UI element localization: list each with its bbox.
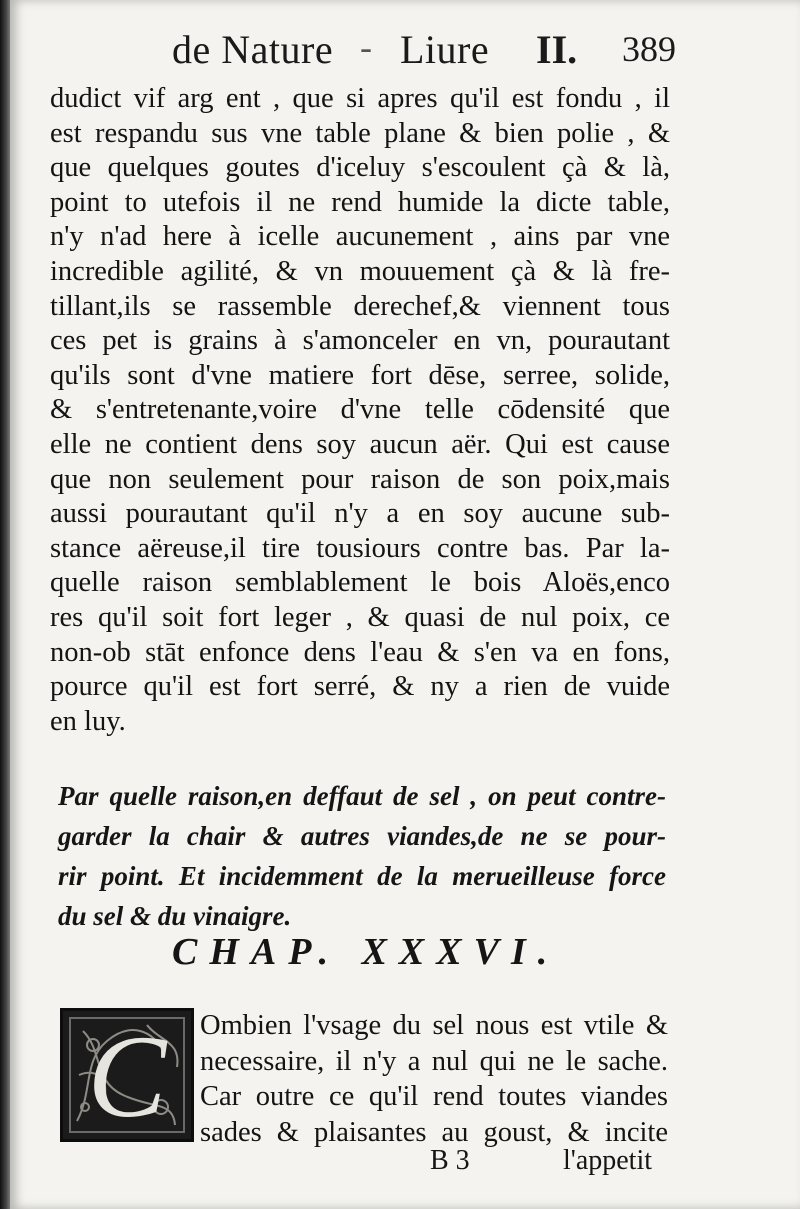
text-line: est respandu sus vne table plane & bien polie , & bbox=[50, 117, 670, 149]
text-line: que quelques goutes d'iceluy s'escoulent çà & là, bbox=[50, 152, 670, 184]
chapter-heading bbox=[58, 776, 666, 936]
running-title-right: Liure bbox=[400, 27, 490, 72]
catchword: l'appetit bbox=[563, 1145, 653, 1176]
page-binding-edge bbox=[0, 0, 10, 1209]
text-line: aussi pourautant qu'il n'y a en soy aucune sub- bbox=[50, 498, 670, 530]
text-line: n'y n'ad here à icelle aucunement , ains par vne bbox=[50, 221, 670, 253]
text-line: incredible agilité, & vn mouuement çà & là fre- bbox=[50, 255, 670, 287]
heading-line: rir point. Et incidemment de la merueilleuse force bbox=[58, 861, 666, 891]
text-line: qu'ils sont d'vne matiere fort dēse, serree, solide, bbox=[50, 359, 670, 391]
text-line: dudict vif arg ent , que si apres qu'il est fondu , il bbox=[50, 83, 670, 114]
heading-line: du sel & du vinaigre. bbox=[58, 901, 292, 931]
text-line: point to utefois il ne rend humide la dicte table, bbox=[50, 186, 670, 218]
text-line: non-ob stāt enfonce dens l'eau & s'en va en fons, bbox=[50, 636, 670, 668]
heading-line: Par quelle raison,en deffaut de sel , on peut contre- bbox=[58, 781, 666, 811]
page-number: 389 bbox=[622, 29, 676, 69]
text-line: tillant,ils se rassemble derechef,& viennent tous bbox=[50, 290, 670, 322]
decorated-initial bbox=[60, 1008, 194, 1142]
initial-letter: C bbox=[87, 1011, 167, 1142]
text-line: & s'entretenante,voire d'vne telle cōdensité que bbox=[50, 394, 670, 426]
text-line: Ombien l'vsage du sel nous est vtile & bbox=[200, 1010, 668, 1041]
book-number: II. bbox=[536, 27, 578, 72]
running-header bbox=[60, 26, 700, 76]
paragraph-1 bbox=[50, 82, 670, 739]
text-line: sades & plaisantes au goust, & incite bbox=[200, 1116, 668, 1148]
text-line: quelle raison semblablement le bois Aloës,enco bbox=[50, 567, 670, 599]
text-line: que non seulement pour raison de son poix,mais bbox=[50, 463, 670, 495]
text-line: ces pet is grains à s'amonceler en vn, pourautant bbox=[50, 325, 670, 357]
text-line: elle ne contient dens soy aucun aër. Qui est cause bbox=[50, 428, 670, 460]
text-line: stance aëreuse,il tire tousiours contre bas. Par la- bbox=[50, 532, 670, 564]
chapter-label: CHAP. XXXVI. bbox=[172, 931, 560, 973]
text-line: necessaire, il n'y a nul qui ne le sache. bbox=[200, 1045, 668, 1077]
signature-mark: B 3 bbox=[430, 1145, 470, 1176]
heading-line: garder la chair & autres viandes,de ne se pour- bbox=[58, 821, 666, 851]
text-line: Car outre ce qu'il rend toutes viandes bbox=[200, 1081, 668, 1113]
running-title-left: de Nature bbox=[172, 27, 334, 72]
paragraph-2 bbox=[200, 1008, 668, 1150]
text-line: res qu'il soit fort leger , & quasi de nul poix, ce bbox=[50, 601, 670, 633]
text-line: en luy. bbox=[50, 705, 126, 737]
header-separator: - bbox=[360, 27, 372, 67]
text-line: pource qu'il est fort serré, & ny a rien de vuide bbox=[50, 671, 670, 703]
